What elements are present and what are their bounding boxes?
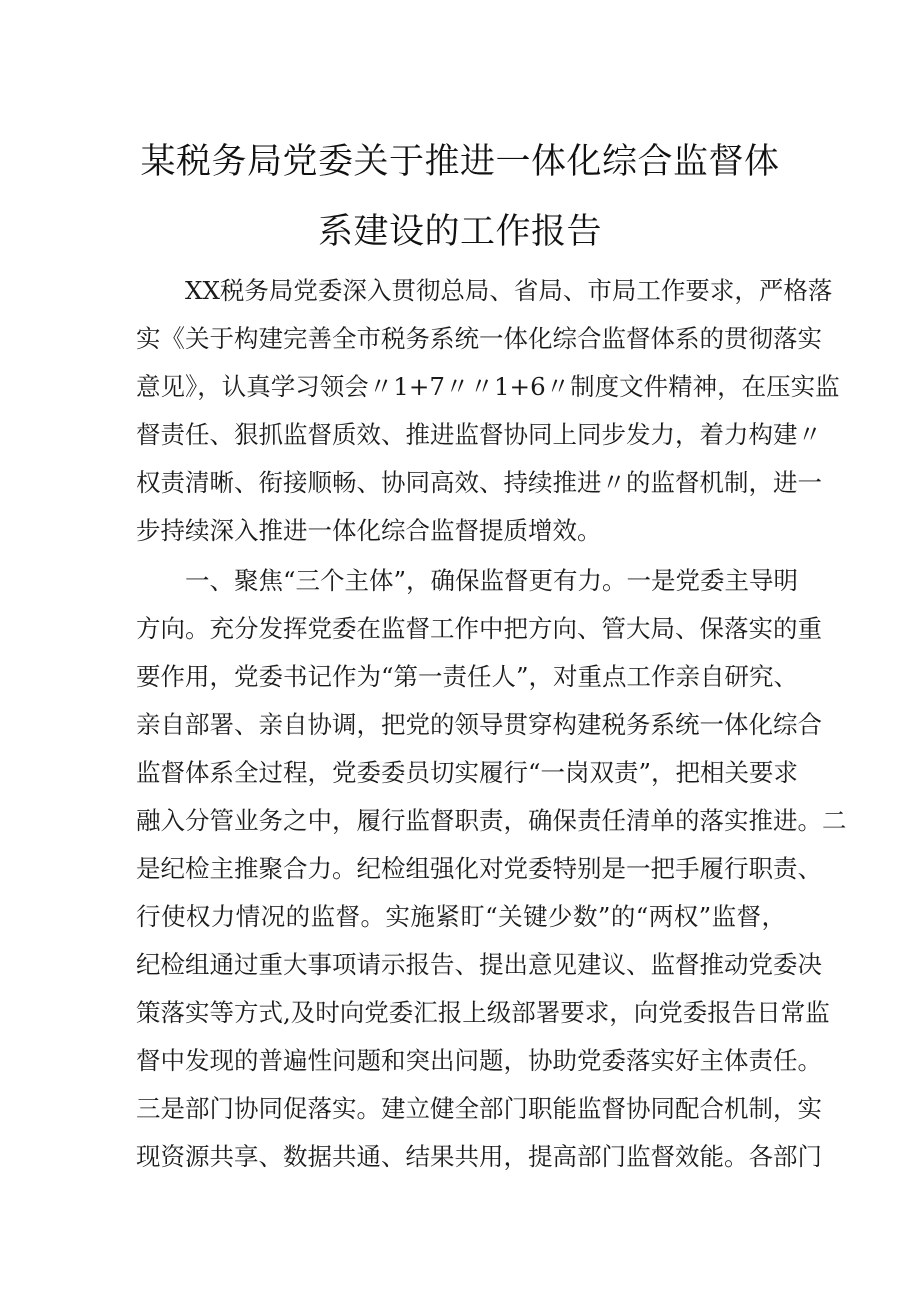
paragraph-1-line: 权责清晰、衔接顺畅、协同高效、持续推进〃的监督机制，进一 (136, 468, 822, 497)
paragraph-2-line: 策落实等方式,及时向党委汇报上级部署要求，向党委报告日常监 (136, 998, 830, 1027)
paragraph-2-line: 要作用，党委书记作为“第一责任人”，对重点工作亲自研究、 (136, 662, 799, 691)
paragraph-1-line: 实《关于构建完善全市税务系统一体化综合监督体系的贯彻落实 (136, 324, 822, 353)
paragraph-1-line: 步持续深入推进一体化综合监督提质增效。 (136, 516, 602, 545)
paragraph-1-line: 意见》，认真学习领会〃1+7〃〃1+6〃制度文件精神，在压实监 (136, 372, 840, 401)
document-title-line-2: 系建设的工作报告 (317, 212, 602, 252)
paragraph-2-line: 是纪检主推聚合力。纪检组强化对党委特别是一把手履行职责、 (136, 854, 822, 883)
paragraph-2-line: 一、聚焦“三个主体”，确保监督更有力。一是党委主导明 (185, 566, 799, 595)
paragraph-2-line: 行使权力情况的监督。实施紧盯“关键少数”的“两权”监督， (136, 902, 786, 931)
paragraph-2-line: 现资源共享、数据共通、结果共用，提高部门监督效能。各部门 (136, 1142, 822, 1171)
paragraph-2-line: 三是部门协同促落实。建立健全部门职能监督协同配合机制，实 (136, 1094, 822, 1123)
paragraph-1-line: XX税务局党委深入贯彻总局、省局、市局工作要求，严格落 (185, 276, 833, 305)
document-title-line-1: 某税务局党委关于推进一体化综合监督体 (140, 142, 780, 182)
paragraph-2-line: 亲自部署、亲自协调，把党的领导贯穿构建税务系统一体化综合 (136, 710, 822, 739)
paragraph-2-line: 督中发现的普遍性问题和突出问题，协助党委落实好主体责任。 (136, 1046, 822, 1075)
paragraph-2-line: 融入分管业务之中，履行监督职责，确保责任清单的落实推进。二 (136, 806, 847, 835)
paragraph-2-line: 纪检组通过重大事项请示报告、提出意见建议、监督推动党委决 (136, 950, 822, 979)
paragraph-1-line: 督责任、狠抓监督质效、推进监督协同上同步发力，着力构建〃 (136, 420, 822, 449)
paragraph-2-line: 方向。充分发挥党委在监督工作中把方向、管大局、保落实的重 (136, 614, 822, 643)
paragraph-2-line: 监督体系全过程，党委委员切实履行“一岗双责”，把相关要求 (136, 758, 799, 787)
